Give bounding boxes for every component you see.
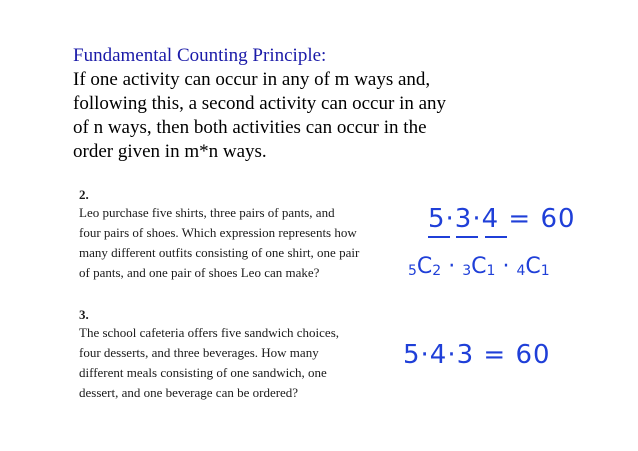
problem-number: 3. (79, 307, 89, 322)
handwritten-answer-2-product: 5·3·4 = 60 (428, 204, 576, 234)
handwritten-answer-3-product: 5·4·3 = 60 (403, 340, 551, 370)
multiply-dot: · (448, 254, 456, 279)
combination-sub: 2 (432, 263, 442, 279)
problem-line: The school cafeteria offers five sandwich choices, (79, 325, 340, 340)
combination-c: C (525, 254, 541, 279)
combination-c: C (416, 254, 433, 279)
multiply-dot: · (502, 254, 510, 279)
principle-line-4: order given in m*n ways. (73, 141, 267, 162)
problem-line: of pants, and one pair of shoes Leo can make? (79, 265, 320, 280)
principle-line-2: following this, a second activity can occur in any (73, 93, 447, 114)
handwritten-underline (485, 236, 507, 238)
problem-2 (79, 187, 359, 283)
combination-sub: 1 (486, 263, 496, 279)
handwritten-underline (428, 236, 450, 238)
principle-line-3: of n ways, then both activities can occur in the (73, 117, 427, 138)
combination-pre: 4 (516, 263, 526, 279)
combination-sub: 1 (540, 263, 550, 279)
problem-line: many different outfits consisting of one shirt, one pair (79, 245, 360, 260)
combination-c: C (471, 254, 487, 279)
handwritten-answer-2-combination (408, 254, 550, 279)
counting-principle-block (73, 44, 553, 164)
principle-line-1: If one activity can occur in any of m ways and, (73, 69, 431, 90)
problem-line: four desserts, and three beverages. How many (79, 345, 319, 360)
problem-line: four pairs of shoes. Which expression represents how (79, 225, 357, 240)
problem-line: different meals consisting of one sandwich, one (79, 365, 327, 380)
principle-title: Fundamental Counting Principle: (73, 45, 327, 66)
combination-pre: 3 (462, 263, 472, 279)
combination-pre: 5 (408, 263, 417, 279)
problem-line: Leo purchase five shirts, three pairs of pants, and (79, 205, 335, 220)
handwritten-underline (456, 236, 478, 238)
problem-number: 2. (79, 187, 89, 202)
problem-line: dessert, and one beverage can be ordered? (79, 385, 299, 400)
problem-3 (79, 307, 339, 403)
